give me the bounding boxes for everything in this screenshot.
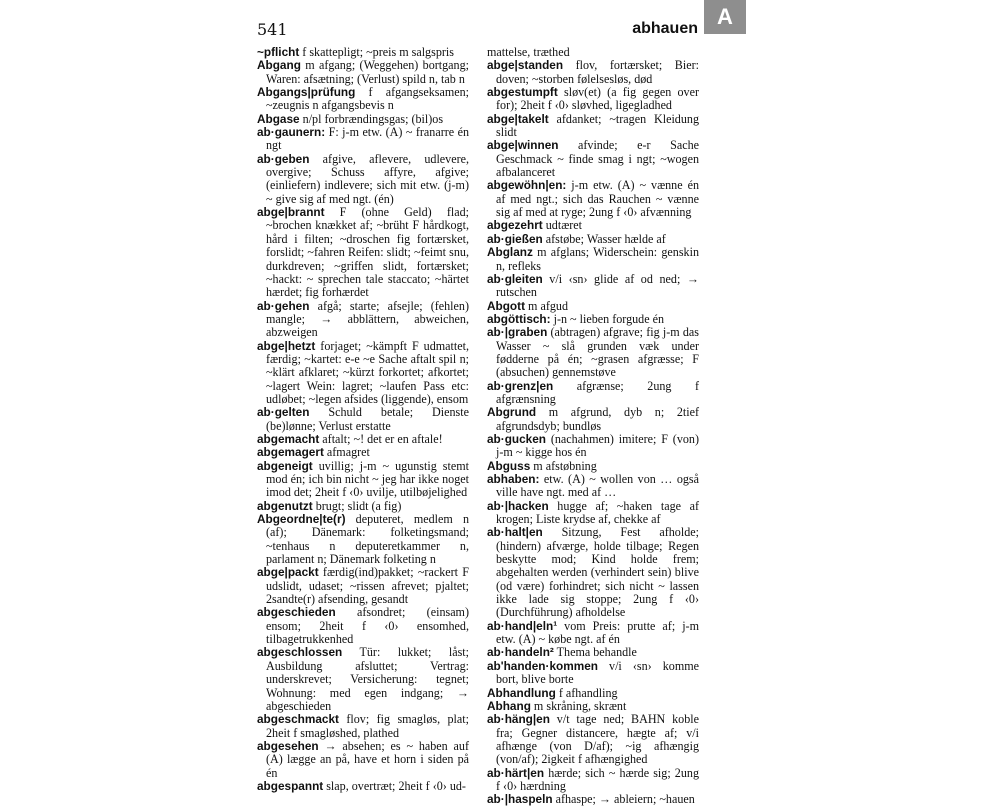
entry-headword: abgemacht xyxy=(257,431,320,446)
entry-definition: (nachahmen) imitere; F (von) j-m ~ kigge hos én xyxy=(496,431,699,460)
entry-headword: ab·gaunern: xyxy=(257,125,326,140)
entry-headword: abge|standen xyxy=(487,58,564,73)
entry-definition: F (ohne Geld) flad; ~brochen knækket af; ~brüht F hårdkogt, hård i filten; ~droschen fig fortærsket, forslidt; ~fahren Reifen: slidt; ~feimt snu, durkdreven; ~griffen slidt, fortærsket; ~hackt: ~ sprechen tale staccato; ~härtet hærdet; fig forhærdet xyxy=(266,205,469,300)
entry-definition: m afgud xyxy=(525,298,568,313)
entry-definition: afstøbe; Wasser hælde af xyxy=(542,231,666,246)
entry-definition: afhaspe; → ableiern; ~hauen xyxy=(552,792,695,807)
dictionary-entry xyxy=(257,406,469,433)
entry-definition: afmagret xyxy=(323,445,370,460)
dictionary-entry xyxy=(487,406,699,433)
dictionary-entry xyxy=(487,86,699,113)
entry-definition: udtæret xyxy=(542,218,583,233)
entry-definition: f skattepligt; ~preis m salgspris xyxy=(299,45,454,59)
entry-headword: Abgrund xyxy=(487,405,537,420)
entry-headword: Abglanz xyxy=(487,245,533,260)
entry-headword: abge|winnen xyxy=(487,138,559,153)
entry-headword: ab·gucken xyxy=(487,431,546,446)
entry-definition: Thema behandle xyxy=(553,645,637,660)
dictionary-entry xyxy=(487,46,699,59)
entry-definition: aftalt; ~! det er en aftale! xyxy=(319,431,443,446)
entry-headword: Abhang xyxy=(487,698,531,713)
entry-definition: m afgang; (Weggehen) bortgang; Waren: afsætning; (Verlust) spild n, tab n xyxy=(266,58,469,86)
entry-definition: afsondret; (einsam) ensom; 2heit f ‹0› ensomhed, tilbagetrukkenhed xyxy=(266,605,469,647)
dictionary-entry xyxy=(257,206,469,299)
entry-headword: ab'handen·kommen xyxy=(487,658,598,673)
dictionary-entry xyxy=(257,153,469,206)
entry-definition: Sitzung, Fest afholde; (hindern) afværge, holde tilbage; Regen beskytte mod; Kind holde frem; abgehalten werden (verhindert sein) blive (od være) forhindret; sich nicht ~ lassen ikke lade sig stoppe; 2ung f ‹0› (Durchführung) afholdelse xyxy=(496,525,699,620)
entry-definition: m afstøbning xyxy=(530,458,597,473)
right-column xyxy=(487,46,699,807)
dictionary-entry xyxy=(487,460,699,473)
dictionary-entry xyxy=(487,179,699,219)
entry-definition: v/i ‹sn› komme bort, blive borte xyxy=(496,658,699,687)
entry-headword: Abgeordne|te(r) xyxy=(257,512,346,527)
dictionary-entry xyxy=(487,300,699,313)
entry-definition: afdanket; ~tragen Kleidung slidt xyxy=(496,111,699,140)
entry-headword: abge|hetzt xyxy=(257,338,316,353)
dictionary-entry xyxy=(487,620,699,647)
entry-headword: ab·hand|eln¹ xyxy=(487,618,558,633)
entry-definition: flov; fig smagløs, plat; 2heit f smagløshed, plathed xyxy=(266,712,469,740)
dictionary-entry xyxy=(487,433,699,460)
entry-headword: abge|brannt xyxy=(257,205,325,220)
entry-headword: abge|packt xyxy=(257,565,319,580)
dictionary-entry xyxy=(487,273,699,300)
dictionary-entry xyxy=(257,606,469,646)
entry-definition: j-n ~ lieben forgude én xyxy=(550,311,665,326)
entry-definition: etw. (A) ~ wollen von … også ville have ngt. med af … xyxy=(496,472,699,500)
entry-definition: Schuld betale; Dienste (be)lønne; Verlust erstatte xyxy=(266,405,469,433)
entry-headword: Abguss xyxy=(487,458,531,473)
entry-headword: abgenutzt xyxy=(257,498,313,513)
entry-definition: brugt; slidt (a fig) xyxy=(312,498,402,513)
dictionary-entry xyxy=(487,473,699,500)
entry-definition: afgrænse; 2ung f afgrænsning xyxy=(496,378,699,406)
dictionary-entry xyxy=(487,687,699,700)
entry-headword: ~pflicht xyxy=(257,45,300,59)
entry-headword: Abgang xyxy=(257,58,301,73)
entry-headword: ab·härt|en xyxy=(487,765,545,780)
dictionary-entry xyxy=(487,380,699,407)
entry-definition: j-m etw. (A) ~ vænne én af med ngt.; sich das Rauchen ~ vænne sig af med at ryge; 2ung f ‹0› afvænning xyxy=(496,178,699,220)
dictionary-entry xyxy=(257,713,469,740)
dictionary-entry xyxy=(257,566,469,606)
entry-headword: abgestumpft xyxy=(487,85,558,100)
entry-headword: ab·gleiten xyxy=(487,271,543,286)
entry-headword: abhaben: xyxy=(487,472,540,486)
entry-headword: abgemagert xyxy=(257,445,324,460)
entry-headword: ab·|hacken xyxy=(487,498,549,513)
entry-headword: ab·halt|en xyxy=(487,525,543,540)
dictionary-entry xyxy=(257,500,469,513)
entry-headword: Abgott xyxy=(487,298,525,313)
entry-headword: abgeschlossen xyxy=(257,645,343,660)
entry-headword: ab·|haspeln xyxy=(487,792,553,807)
entry-definition: afgå; starte; afsejle; (fehlen) mangle; → abblättern, abweichen, abzweigen xyxy=(266,298,469,340)
dictionary-entry xyxy=(487,139,699,179)
entry-headword: abgespannt xyxy=(257,778,324,793)
dictionary-entry xyxy=(257,300,469,340)
entry-definition: sløv(et) (a fig gegen over for); 2heit f ‹0› sløvhed, ligegladhed xyxy=(496,85,699,113)
dictionary-entry xyxy=(487,660,699,687)
dictionary-entry xyxy=(257,433,469,446)
entry-headword: abgöttisch: xyxy=(487,311,551,326)
entry-definition: f afhandling xyxy=(555,685,618,700)
entry-headword: ab·handeln² xyxy=(487,645,554,660)
dictionary-entry xyxy=(257,86,469,113)
dictionary-entry xyxy=(487,500,699,527)
entry-headword: abgesehen xyxy=(257,738,319,753)
entry-definition: m skråning, skrænt xyxy=(530,698,627,713)
dictionary-entry xyxy=(487,246,699,273)
entry-definition: hærde; sich ~ hærde sig; 2ung f ‹0› hærdning xyxy=(496,765,699,793)
entry-definition: forjaget; ~kämpft F udmattet, færdig; ~kartet: e-e ~e Sache aftalt spil n; ~klärt afklaret; ~kürzt forkortet; afkortet; ~lagert Wein: lagret; ~laufen Pass etc: udløbet; ~legen afsides (liggende), ensom xyxy=(266,338,469,406)
dictionary-entry xyxy=(487,713,699,766)
entry-headword: Abgase xyxy=(257,111,300,126)
entry-definition: v/i ‹sn› glide af od ned; → rutschen xyxy=(496,271,699,300)
entry-definition: m afglans; Widerschein: genskin n, refleks xyxy=(496,245,699,273)
dictionary-entry xyxy=(257,446,469,459)
entry-definition: F: j-m etw. (A) ~ franarre én ngt xyxy=(266,125,469,153)
entry-definition: slap, overtræt; 2heit f ‹0› ud- xyxy=(323,778,466,793)
dictionary-entry xyxy=(487,767,699,794)
entry-definition: f afgangseksamen; ~zeugnis n afgangsbevis n xyxy=(266,85,469,113)
dictionary-entry xyxy=(257,59,469,86)
entry-definition: afvinde; e-r Sache Geschmack ~ finde smag i ngt; ~wogen afbalanceret xyxy=(496,138,699,180)
dictionary-entry xyxy=(257,340,469,407)
dictionary-entry xyxy=(487,326,699,379)
entry-definition: (abtragen) afgrave; fig j-m das Wasser ~ slå grunden væk under fødderne på én; ~grasen afgræsse; F (absuchen) gennemstøve xyxy=(496,325,699,380)
entry-definition: færdig(ind)pakket; ~rackert F udslidt, udaset; ~rissen afrevet; pjaltet; 2sandte(r) afsending, gesandt xyxy=(266,565,469,607)
entry-definition: flov, fortærsket; Bier: doven; ~storben følelsesløs, død xyxy=(496,58,699,86)
dictionary-entry xyxy=(257,46,469,59)
dictionary-entry xyxy=(487,700,699,713)
entry-definition: mattelse, træthed xyxy=(487,45,570,59)
dictionary-entry xyxy=(257,126,469,153)
entry-headword: ab·|graben xyxy=(487,325,548,340)
entry-definition: vom Preis: prutte af; j-m etw. (A) ~ købe ngt. af én xyxy=(496,618,699,647)
dictionary-entry xyxy=(257,740,469,780)
dictionary-entry xyxy=(487,219,699,232)
entry-headword: Abhandlung xyxy=(487,685,556,700)
dictionary-entry xyxy=(257,646,469,713)
dictionary-entry xyxy=(487,313,699,326)
entry-headword: Abgangs|prüfung xyxy=(257,85,356,100)
dictionary-entry xyxy=(257,780,469,793)
entry-headword: ab·gießen xyxy=(487,231,543,246)
entry-definition: v/t tage ned; BAHN koble fra; Gegner distancere, hægte af; v/i afhænge (von D/af); ~ig afhængig (von/af); 2igkeit f afhængighed xyxy=(496,712,699,767)
entry-headword: abgeneigt xyxy=(257,458,313,473)
dictionary-entry xyxy=(257,513,469,566)
entry-definition: hugge af; ~haken tage af krogen; Liste krydse af, chekke af xyxy=(496,498,699,527)
guide-word: abhauen xyxy=(632,20,698,37)
entry-headword: abge|takelt xyxy=(487,111,549,126)
entry-headword: ab·geben xyxy=(257,151,310,166)
entry-definition: n/pl forbrændingsgas; (bil)os xyxy=(299,111,444,126)
entry-headword: abgezehrt xyxy=(487,218,543,233)
entry-definition: m afgrund, dyb n; 2tief afgrundsdyb; bundløs xyxy=(496,405,699,433)
left-column xyxy=(257,46,469,793)
entry-headword: ab·gehen xyxy=(257,298,310,313)
entry-definition: uvillig; j-m ~ ugunstig stemt mod én; ich bin nicht ~ jeg har ikke noget imod det; 2heit f ‹0› uvilje, utilbøjelighed xyxy=(266,458,469,500)
dictionary-entry xyxy=(487,59,699,86)
dictionary-entry xyxy=(487,233,699,246)
dictionary-entry xyxy=(487,526,699,619)
dictionary-entry xyxy=(257,113,469,126)
page-number: 541 xyxy=(257,20,288,39)
entry-headword: abgeschmackt xyxy=(257,712,339,727)
thumb-index-tab: A xyxy=(704,0,746,34)
entry-headword: abgeschieden xyxy=(257,605,336,620)
entry-headword: ab·häng|en xyxy=(487,712,550,727)
entry-headword: ab·grenz|en xyxy=(487,378,554,393)
entry-definition: afgive, aflevere, udlevere, overgive; Schuss affyre, afgive; (einliefern) indlevere; sich mit etw. (j-m) ~ give sig af med ngt. (én) xyxy=(266,151,469,206)
entry-headword: abgewöhn|en: xyxy=(487,178,567,193)
entry-definition: deputeret, medlem n (af); Dänemark: folketingsmand; ~tenhaus n deputeretkammer n, parlament n; Dänemark folketing n xyxy=(266,512,469,567)
entry-headword: ab·gelten xyxy=(257,405,310,420)
dictionary-entry xyxy=(257,460,469,500)
entry-definition: → absehen; es ~ haben auf (A) lægge an på, have et horn i siden på én xyxy=(266,738,469,780)
dictionary-entry xyxy=(487,646,699,659)
dictionary-entry xyxy=(487,113,699,140)
entry-definition: Tür: lukket; låst; Ausbildung afsluttet; Vertrag: underskrevet; Versicherung: tegnet; Wohnung: med egen indgang; → abgeschieden xyxy=(266,645,469,713)
